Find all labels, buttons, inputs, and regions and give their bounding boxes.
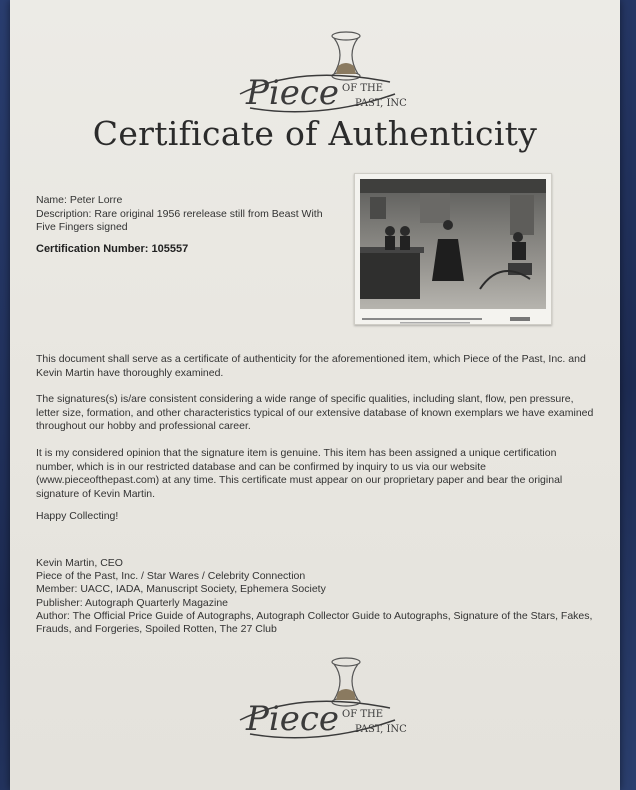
certification-number: 105557 (151, 242, 189, 255)
signed-still-photo (354, 173, 552, 325)
hourglass-logo-icon (220, 650, 420, 760)
paragraph-consistency: The signatures(s) is/are consistent considering a wide range of specific qualities, including slant, flow, pen pressure, letter size, formation, and other characteristics typical of our extensive database of known exemplars we have examined throughout our hobby and professional career. (36, 393, 594, 432)
certification-label: Certification Number: (36, 242, 149, 255)
svg-text:OF THE: OF THE (342, 83, 384, 94)
svg-text:OF THE: OF THE (342, 709, 384, 720)
paragraph-opinion: It is my considered opinion that the signature item is genuine. This item has been assigned a unique certification number, which is in our restricted database and can be confirmed by inquiry to us via our website (www.pieceofthepast.com) at any time. This certificate must appear on our proprietary paper and bear the original signature of Kevin Martin. (36, 447, 563, 500)
paragraph-closing: Happy Collecting! (36, 510, 119, 522)
svg-text:Piece: Piece (246, 73, 340, 113)
photo-caption-strip (360, 311, 546, 319)
signer-company: Piece of the Past, Inc. / Star Wares / Celebrity Connection (36, 570, 306, 583)
certification-line (36, 243, 336, 257)
certificate-paper (10, 0, 620, 790)
company-logo-bottom (220, 650, 420, 760)
svg-text:PAST, INC: PAST, INC (355, 98, 407, 109)
movie-still-image (360, 179, 546, 309)
signer-author: Author: The Official Price Guide of Autographs, Autograph Collector Guide to Autographs, Signature of the Stars, Fakes, Frauds, and Forgeries, Spoiled Rotten, The 27 Club (36, 609, 593, 636)
paragraph-intro: This document shall serve as a certificate of authenticity for the aforementioned item, which Piece of the Past, Inc. and Kevin Martin have thoroughly examined. (36, 353, 586, 379)
signer-name: Kevin Martin, CEO (36, 557, 123, 569)
item-details (36, 194, 336, 256)
signature-block (36, 557, 616, 636)
svg-text:Piece: Piece (246, 699, 340, 739)
signer-publisher: Publisher: Autograph Quarterly Magazine (36, 596, 229, 609)
item-name: Name: Peter Lorre (36, 194, 123, 206)
signer-memberships: Member: UACC, IADA, Manuscript Society, Ephemera Society (36, 583, 326, 596)
item-description: Description: Rare original 1956 rerelease still from Beast With Five Fingers signed (36, 207, 323, 233)
svg-text:PAST, INC: PAST, INC (355, 724, 407, 735)
certificate-title: Certificate of Authenticity (92, 114, 538, 153)
